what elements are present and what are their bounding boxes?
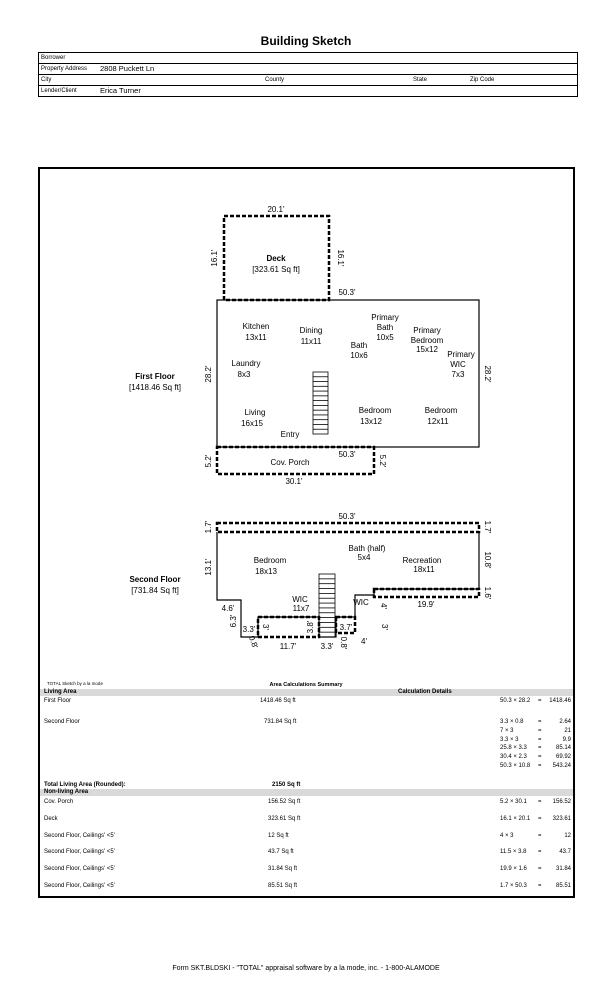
- calc-val: 69.92: [555, 754, 571, 761]
- living-label: Living Area: [44, 689, 77, 695]
- room-primary-bath: Primary: [371, 313, 399, 322]
- state-label: State: [413, 77, 428, 83]
- property-value: 2808 Puckett Ln: [100, 64, 155, 73]
- nonliving-row: [40, 849, 573, 856]
- second-floor-dim-4b: 4': [361, 637, 367, 646]
- nonliving-name: Second Floor, Ceilings' <5': [44, 832, 115, 839]
- zip-label: Zip Code: [470, 77, 495, 83]
- lender-value: Erica Turner: [100, 86, 141, 95]
- first-floor-dim-top: 50.3': [338, 288, 356, 297]
- footer: Form SKT.BLDSKI - "TOTAL" appraisal software by a la mode, inc. - 1-800-ALAMODE: [172, 965, 440, 972]
- room-primary-wic-2: WIC: [450, 360, 466, 369]
- room-wic-a-size: 11x7: [292, 604, 310, 613]
- nonliving-eq: =: [538, 799, 542, 805]
- second-floor-dim-16: 1.6': [483, 586, 492, 600]
- room-living: Living: [244, 408, 266, 417]
- nonliving-eq: =: [538, 815, 542, 822]
- nonliving-eq: =: [538, 849, 542, 856]
- nonliving-val: 31.84: [555, 866, 571, 873]
- second-floor-calc-line: [40, 719, 573, 726]
- nonliving-calc: 1.7 × 50.3: [500, 883, 527, 889]
- room-second-bedroom-size: 18x13: [255, 567, 277, 576]
- nonliving-calc: 19.9 × 1.6: [500, 866, 527, 873]
- calc-eq: =: [538, 754, 542, 761]
- nonliving-eq: =: [538, 883, 542, 889]
- stairs-first-floor: [313, 372, 328, 434]
- room-bath-size: 10x6: [350, 351, 368, 360]
- nonliving-calc: 11.5 × 3.8: [500, 849, 527, 856]
- stairs-second-floor: [319, 574, 335, 637]
- nonliving-eq: =: [538, 832, 542, 839]
- second-floor-dim-08a: 0.8': [246, 634, 260, 650]
- second-floor-area: [731.84 Sq ft]: [131, 586, 179, 595]
- nonliving-name: Second Floor, Ceilings' <5': [44, 866, 115, 873]
- calc-val: 2.64: [559, 719, 571, 725]
- second-floor-dim-4a: 4': [379, 603, 388, 609]
- room-recreation: Recreation: [402, 556, 442, 565]
- porch-dim-right: 5.2': [378, 454, 387, 468]
- second-floor-dim-37: 3.7': [339, 623, 353, 632]
- calc-expr: 30.4 × 2.3: [500, 754, 527, 761]
- first-floor-row-name: First Floor: [44, 698, 71, 704]
- nonliving-sqft: 156.52 Sq ft: [268, 799, 301, 805]
- room-primary-bedroom: Primary: [413, 326, 441, 335]
- room-bedroom-b-size: 12x11: [427, 417, 449, 426]
- second-floor-dim-top: 50.3': [338, 512, 356, 521]
- deck-dim-top: 20.1': [267, 205, 285, 214]
- nonliving-name: Second Floor, Ceilings' <5': [44, 883, 115, 889]
- second-floor-row-sqft: 731.84 Sq ft: [264, 719, 297, 725]
- calc-val: 85.14: [555, 745, 571, 752]
- room-primary-wic: Primary: [447, 350, 475, 359]
- nonliving-val: 156.52: [552, 799, 571, 805]
- second-floor-dim-3b: 3': [380, 624, 389, 630]
- second-floor-dim-17a: 1.7': [204, 520, 213, 534]
- second-floor-dim-199: 19.9': [417, 600, 435, 609]
- calc-expr: 50.3 × 10.8: [500, 763, 531, 769]
- nonliving-val: 323.61: [552, 815, 571, 822]
- nonliving-name: Deck: [44, 815, 58, 822]
- first-floor-calc: 50.3 × 28.2: [500, 698, 531, 704]
- first-floor-area: [1418.46 Sq ft]: [128, 383, 182, 392]
- total-row: [40, 782, 573, 789]
- room-wic-b: WIC: [353, 598, 369, 607]
- porch-name: Cov. Porch: [270, 458, 310, 467]
- living-area-header: [40, 689, 573, 696]
- calc-eq: =: [538, 763, 542, 769]
- deck-area: [323.61 Sq ft]: [252, 265, 300, 274]
- total-value: 2150 Sq ft: [272, 782, 301, 788]
- second-floor-dim-63: 6.3': [229, 614, 238, 628]
- first-floor-row: [40, 698, 573, 705]
- second-floor-name: Second Floor: [129, 575, 181, 584]
- nonliving-row: [40, 883, 573, 890]
- room-bedroom-a-size: 13x12: [360, 417, 382, 426]
- lender-label: Lender/Client: [41, 88, 77, 94]
- room-kitchen-size: 13x11: [245, 333, 267, 342]
- calc-val: 543.24: [552, 763, 571, 769]
- nonliving-calc: 16.1 × 20.1: [500, 815, 531, 822]
- nonliving-name: Cov. Porch: [44, 799, 74, 805]
- nonliving-sqft: 31.84 Sq ft: [268, 866, 298, 873]
- room-laundry: Laundry: [231, 359, 261, 368]
- nonliving-sqft: 323.61 Sq ft: [268, 815, 301, 822]
- second-floor-calc-line: [40, 754, 573, 761]
- room-primary-bath-size: 10x5: [376, 333, 394, 342]
- room-wic-a: WIC: [292, 595, 308, 604]
- summary-title: Area Calculations Summary: [269, 682, 343, 688]
- second-floor-dim-17b: 1.7': [483, 520, 492, 534]
- second-floor-calc-line: [40, 745, 573, 752]
- nonliving-sqft: 85.51 Sq ft: [268, 883, 298, 889]
- room-bath: Bath: [350, 341, 368, 350]
- deck-dim-right: 16.1': [336, 249, 345, 267]
- calc-eq: =: [538, 727, 542, 734]
- details-label: Calculation Details: [398, 689, 452, 695]
- nonliving-val: 85.51: [555, 883, 571, 889]
- second-floor-low-strip: [374, 589, 479, 597]
- first-floor-name: First Floor: [135, 372, 175, 381]
- second-floor-dim-38: 3.8': [306, 620, 315, 634]
- deck-dim-left: 16.1': [210, 249, 219, 267]
- calc-eq: =: [538, 719, 542, 725]
- property-label: Property Address: [41, 66, 88, 72]
- second-floor-calc-line: [40, 737, 573, 744]
- room-kitchen: Kitchen: [242, 322, 270, 331]
- room-primary-bath-2: Bath: [376, 323, 394, 332]
- second-floor-calc-line: [40, 728, 573, 735]
- nonliving-header: [40, 789, 573, 796]
- calc-val: 9.9: [562, 736, 571, 743]
- room-primary-wic-size: 7x3: [451, 370, 465, 379]
- first-floor-dim-right: 28.2': [483, 365, 492, 383]
- nonliving-sqft: 43.7 Sq ft: [268, 849, 294, 856]
- first-floor-eq: =: [538, 698, 542, 704]
- room-second-bedroom: Bedroom: [253, 556, 287, 565]
- nonliving-val: 43.7: [559, 849, 571, 856]
- second-floor-dim-left: 13.1': [204, 558, 213, 576]
- calc-val: 21: [564, 727, 571, 734]
- second-floor-dim-46: 4.6': [221, 604, 235, 613]
- room-dining-size: 11x11: [300, 337, 322, 346]
- porch-dim-left: 5.2': [204, 454, 213, 468]
- second-floor-dim-33b: 3.3': [320, 642, 334, 651]
- nonliving-row: [40, 799, 573, 806]
- calc-eq: =: [538, 745, 542, 752]
- city-label: City: [41, 77, 52, 83]
- nonliving-row: [40, 816, 573, 823]
- second-floor-dim-3a: 3': [261, 624, 270, 630]
- porch-dim-bottom: 30.1': [285, 477, 303, 486]
- room-primary-bedroom-size: 15x12: [416, 345, 438, 354]
- room-bedroom-a: Bedroom: [358, 406, 392, 415]
- nonliving-sqft: 12 Sq ft: [268, 832, 289, 839]
- first-floor-dim-bottom: 50.3': [338, 450, 356, 459]
- second-floor-calc-line: [40, 763, 573, 770]
- nonliving-calc: 5.2 × 30.1: [500, 799, 527, 805]
- first-floor-dim-left: 28.2': [204, 365, 213, 383]
- first-floor-val: 1418.46: [549, 698, 571, 704]
- nonliving-row: [40, 866, 573, 873]
- nonliving-label: Non-living Area: [44, 789, 89, 795]
- room-laundry-size: 8x3: [237, 370, 251, 379]
- room-dining: Dining: [299, 326, 323, 335]
- nonliving-val: 12: [564, 832, 571, 839]
- room-recreation-size: 18x11: [413, 565, 435, 574]
- deck-name: Deck: [266, 254, 286, 263]
- calc-expr: 25.8 × 3.3: [500, 745, 527, 752]
- borrower-label: Borrower: [41, 55, 66, 61]
- calc-expr: 3.3 × 3: [500, 736, 519, 743]
- room-entry: Entry: [280, 430, 300, 439]
- room-bath-half: Bath (half): [348, 544, 386, 553]
- second-floor-dim-right: 10.8': [483, 551, 492, 569]
- second-floor-dim-08b: 0.8': [339, 636, 348, 650]
- room-living-size: 16x15: [241, 419, 263, 428]
- total-label: Total Living Area (Rounded):: [44, 782, 126, 788]
- nonliving-row: [40, 833, 573, 840]
- second-floor-dim-117: 11.7': [279, 642, 297, 651]
- calc-eq: =: [538, 736, 542, 743]
- second-floor-dim-33a: 3.3': [242, 625, 256, 634]
- room-primary-bedroom-2: Bedroom: [410, 336, 444, 345]
- room-bath-half-size: 5x4: [357, 553, 371, 562]
- nonliving-eq: =: [538, 866, 542, 873]
- nonliving-calc: 4 × 3: [500, 832, 514, 839]
- sketch-credit: TOTAL Sketch by a la mode: [47, 681, 103, 686]
- first-floor-row-sqft: 1418.46 Sq ft: [260, 698, 296, 704]
- second-floor-row-name: Second Floor: [44, 719, 80, 725]
- page-title: Building Sketch: [260, 34, 352, 48]
- second-floor-ceiling-strip: [217, 523, 479, 532]
- calc-expr: 7 × 3: [500, 727, 514, 734]
- nonliving-name: Second Floor, Ceilings' <5': [44, 849, 115, 856]
- calc-expr: 3.3 × 0.8: [500, 719, 524, 725]
- county-label: County: [265, 77, 285, 83]
- room-bedroom-b: Bedroom: [424, 406, 458, 415]
